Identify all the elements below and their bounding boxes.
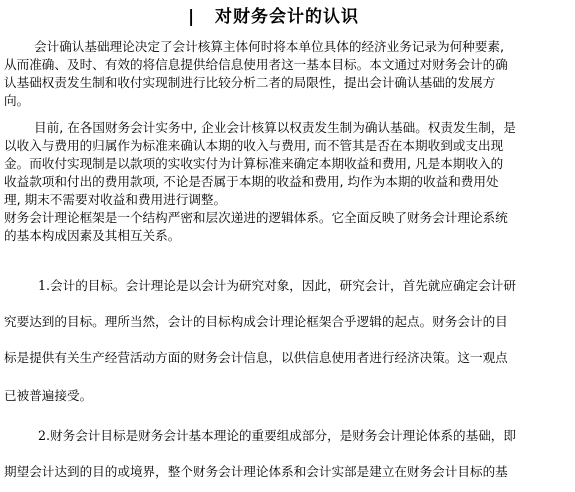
text-line: 的基本构成因素及其相互关系。	[4, 228, 181, 243]
text-line: 财务会计理论框架是一个结构严密和层次递进的逻辑体系。它全面反映了财务会计理论系统	[4, 210, 508, 225]
document-title: 对财务会计的认识	[215, 7, 359, 27]
text-line: 从而准确、及时、有效的将信息提供给信息使用者这一基本目标。本文通过对财务会计的确	[4, 57, 508, 72]
text-line: 向。	[4, 93, 30, 108]
text-line: 会计确认基础理论决定了会计核算主体何时将本单位具体的经济业务记录为何种要素,	[34, 39, 504, 54]
text-line: 1.会计的目标。会计理论是以会计为研究对象，因此，研究会计，首先就应确定会计研	[38, 278, 516, 293]
text-line: 2.财务会计目标是财务会计基本理论的重要组成部分，是财务会计理论体系的基础，即	[38, 428, 516, 443]
text-line: 收益款项和付出的费用款项, 不论是否属于本期的收益和费用, 均作为本期的收益和费用处	[4, 174, 499, 189]
text-line: 究要达到的目标。理所当然，会计的目标构成会计理论框架合乎逻辑的起点。财务会计的目	[4, 314, 508, 329]
text-line: 已被普遍接受。	[4, 388, 93, 403]
text-line: 认基础权责发生制和收付实现制进行比较分析二者的局限性，提出会计确认基础的发展方	[4, 75, 496, 90]
text-line: 目前, 在各国财务会计实务中, 企业会计核算以权责发生制为确认基础。权责发生制，是	[34, 120, 516, 135]
text-line: 金。而收付实现制是以款项的实收实付为计算标准来确定本期收益和费用, 凡是本期收入的	[4, 156, 504, 171]
text-line: 期望会计达到的目的或境界，整个财务会计理论体系和会计实部是建立在财务会计目标的基	[4, 464, 508, 479]
text-line: 标是提供有关生产经营活动方面的财务会计信息，以供信息使用者进行经济决策。这一观点	[4, 350, 508, 365]
text-line: 理, 期末不需要对收益和费用进行调整。	[4, 192, 227, 207]
title-marker: |	[188, 7, 195, 27]
text-line: 以收入与费用的归属作为标准来确认本期的收入与费用, 而不管其是否在本期收到或支出现	[4, 138, 504, 153]
title-row	[0, 6, 575, 30]
